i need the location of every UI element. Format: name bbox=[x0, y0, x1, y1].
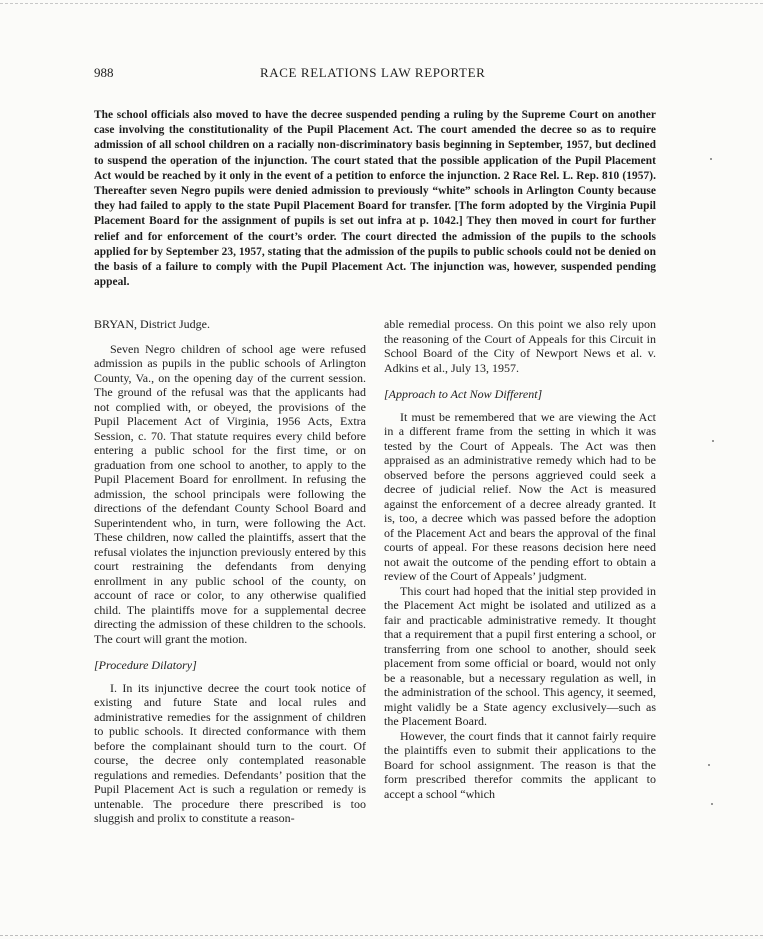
top-scan-edge bbox=[0, 3, 763, 4]
case-summary: The school officials also moved to have the decree suspended pending a ruling by the Supreme Court on another case involving the constitutionality of the Pupil Placement Act. The court amended the decree so as to require admission of all school children on a racially non-discriminatory basis beginning in September, 1957, but declined to suspend the operation of the injunction. The court stated that the possible application of the Pupil Placement Act would be reached by it only in the event of a petition to enforce the injunction. 2 Race Rel. L. Rep. 810 (1957). Thereafter seven Negro pupils were denied admission to previously “white” schools in Arlington County because they had failed to apply to the state Pupil Placement Board for transfer. [The form adopted by the Virginia Pupil Placement Board for the assignment of pupils is set out infra at p. 1042.] They then moved in court for further relief and for enforcement of the court’s order. The court directed the admission of the pupils to the schools applied for by September 23, 1957, stating that the admission of the pupils to public schools could not be denied on the basis of a failure to comply with the Pupil Placement Act. The injunction was, however, suspended pending appeal. bbox=[94, 109, 656, 289]
judge-name: BRYAN, District Judge. bbox=[94, 317, 211, 331]
running-title: RACE RELATIONS LAW REPORTER bbox=[260, 65, 486, 80]
bottom-scan-edge bbox=[0, 935, 763, 936]
left-column bbox=[94, 317, 366, 826]
opinion-paragraph: I. In its injunctive decree the court took notice of existing and future State and local rules and administrative remedies for the assignment of children to public schools. It directed conformance with them before the complainant should turn to the court. Of course, the decree only contemplated reasonable regulations and remedies. Defendants’ position that the Pupil Placement Act is such a regulation or remedy is untenable. The procedure there prescribed is too sluggish and prolix to constitute a reason- bbox=[94, 680, 366, 825]
page-header bbox=[94, 65, 654, 83]
section-heading: [Approach to Act Now Different] bbox=[384, 387, 543, 401]
scan-speck bbox=[708, 764, 710, 766]
page-number: 988 bbox=[94, 65, 114, 80]
opinion-paragraph: It must be remembered that we are viewing the Act in a different frame from the setting in which it was tested by the Court of Appeals. The Act was then appraised as an administrative remedy which had to be observed before the persons aggrieved could seek a decree of judicial relief. Now the Act is measured against the enforcement of a decree already granted. It is, too, a decree which was passed before the adoption of the Placement Act and bears the approval of the final courts of appeal. For these reasons decision here need not await the outcome of the pending effort to obtain a review of the Court of Appeals’ judgment. bbox=[384, 409, 656, 583]
section-heading: [Procedure Dilatory] bbox=[94, 658, 197, 672]
scan-speck bbox=[710, 158, 712, 160]
opinion-paragraph: This court had hoped that the initial step provided in the Placement Act might be isolated and utilized as a fair and practicable administrative remedy. It thought that a requirement that a pupil first entering a school, or transferring from one school to another, should seek placement from some official or board, would not only be a reasonable, but a necessary regulation as well, in the administration of the school. This agency, it seemed, might validly be a State agency exclusively—such as the Placement Board. bbox=[384, 583, 656, 728]
opinion-paragraph: able remedial process. On this point we also rely upon the reasoning of the Court of Appeals for this Circuit in School Board of the City of Newport News et al. v. Adkins et al., July 13, 1957. bbox=[384, 317, 656, 375]
scan-speck bbox=[711, 803, 713, 805]
opinion-paragraph: However, the court finds that it cannot fairly require the plaintiffs even to submit their applications to the Board for school assignment. The reason is that the form prescribed therefor commits the applicant to accept a school “which bbox=[384, 728, 656, 801]
right-column bbox=[384, 317, 656, 801]
opinion-paragraph: Seven Negro children of school age were refused admission as pupils in the public schools of Arlington County, Va., on the opening day of the current session. The ground of the refusal was that the applicants had not complied with, or obeyed, the provisions of the Pupil Placement Act of Virginia, 1956 Acts, Extra Session, c. 70. That statute requires every child before entering a public school for the first time, or on graduation from one school to another, to apply to the Pupil Placement Board for enrollment. In refusing the admission, the school principals were following the directions of the defendant County School Board and Superintendent who, in turn, were following the Act. These children, now called the plaintiffs, assert that the refusal violates the injunction previously entered by this court restraining the defendants from denying enrollment in any public school of the county, on account of race or color, to any otherwise qualified child. The plaintiffs move for a supplemental decree directing the admission of these children to the schools. The court will grant the motion. bbox=[94, 341, 366, 646]
scan-speck bbox=[712, 440, 714, 442]
